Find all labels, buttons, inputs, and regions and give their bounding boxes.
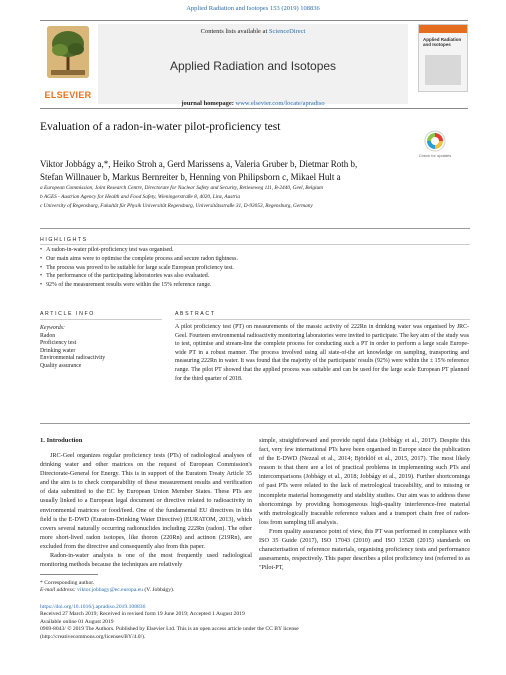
authors-line-2[interactable]: Stefan Willnauer b, Markus Bernreiter b, Henning von Philipsborn c, Mikael Hult a [40,171,341,182]
affiliation-c: c University of Regensburg, Fakultät für Physik Universität Regensburg, Universitätsstraße 31, D-93053, Regensburg, Germany [40,203,313,209]
cover-art [425,55,461,85]
divider [175,319,470,320]
email-link[interactable]: viktor.jobbagy@ec.europa.eu [77,587,143,594]
check-for-updates-icon[interactable] [424,130,446,152]
body-column-left [40,451,252,569]
article-info-heading: ARTICLE INFO [40,311,95,317]
check-for-updates-label[interactable]: Check for updates [418,153,452,158]
keyword-item: Environmental radioactivity [40,355,106,362]
highlight-item: • Our main aims were to optimise the complete process and secure radon tightness. [40,255,470,264]
highlights-list [40,246,470,290]
license-url[interactable]: (http://creativecommons.org/licenses/BY/4.0/). [40,633,146,640]
cover-title: Applied Radiation and Isotopes [423,37,462,47]
divider [40,319,162,320]
corresponding-author-note: * Corresponding author. [40,580,95,586]
divider [40,228,470,229]
keyword-item: Proficiency test [40,340,77,347]
footnote [40,580,250,595]
keyword-item: Drinking water [40,347,76,354]
abstract-heading: ABSTRACT [175,311,216,317]
highlight-item: • The performance of the participating laboratories was also evaluated. [40,272,470,281]
article-metadata [40,604,470,641]
author-list [40,158,410,183]
email-line [40,587,250,594]
keywords-label: Keywords: [40,325,65,331]
contents-line [98,28,408,35]
journal-citation[interactable]: Applied Radiation and Isotopes 153 (2019) 108836 [186,5,320,12]
homepage-prefix: journal homepage: [181,100,236,107]
elsevier-wordmark: ELSEVIER [44,90,92,100]
body-column-right [259,436,470,572]
email-name: (V. Jobbágy). [142,587,175,594]
body-paragraph: JRC-Geel organizes regular proficiency tests (PTs) of radiological analyses of drinking water and other matrices on the request of European Commission's Directorate-General for Energy. This is in support of the Euratom Treaty Article 35 and the aim is to check comparability of these measurement results and verification of data submitted to the EC by European Union Member States. These PTs are usually linked to a European legal document or directive related to radioactivity in environmental matrices or food/feed. One of the fundamental EU directives in this field is the E-DWD (Euratom-Drinking Water Directive) (EURATOM, 2013), which covers several naturally occurring radionuclides including 222Rn (radon). The other more short-lived radon isotopes, like thoron (220Rn) and actinon (219Rn), are excluded from the directive and consequently also from this paper. [40,452,252,550]
keywords-list [40,333,105,370]
affiliation-b: b AGES - Austrian Agency for Health and Food Safety, Wieningerstraße 8, 4020, Linz, Austria [40,194,240,200]
footnote-divider [40,574,98,575]
body-paragraph: simple, straightforward and provide rapid data (Jobbágy et al., 2017). Despite this fact, very few international PTs have been organised in Europe since the publication of the E-DWD (Nezzal et al., 2014; Björklöf et al., 2015, 2017). The most likely reason is that there are a lot of practical problems in implementing such PTs and intercomparisons (Jobbágy et al., 2018; Jobbágy et al., 2019). Further shortcomings of past PTs were related to the lack of metrological traceability, and to missing or incomplete material homogeneity and stability studies. Our aim was to address these shortcomings by providing homogeneous high-quality interference-free material with metrologically traceable reference values and a transport chain free of radon-loss from sampling till analysis. [259,437,470,526]
highlight-item: • The process was proved to be suitable for large scale European proficiency test. [40,264,470,273]
keyword-item: Radon [40,333,56,339]
highlights-heading: HIGHLIGHTS [40,237,88,243]
highlight-item: • A radon-in-water pilot-proficiency test was organised. [40,246,470,255]
doi-link[interactable]: https://doi.org/10.1016/j.apradiso.2019.108836 [40,604,146,610]
sciencedirect-link[interactable]: ScienceDirect [268,28,306,35]
authors-line-1[interactable]: Viktor Jobbágy a,*, Heiko Stroh a, Gerd Marissens a, Valeria Gruber b, Dietmar Roth b, [40,159,358,169]
homepage-link[interactable]: www.elsevier.com/locate/apradiso [235,100,325,107]
article-title: Evaluation of a radon-in-water pilot-proficiency test [40,121,281,133]
divider [40,244,470,245]
section-heading-introduction: 1. Introduction [40,437,83,444]
journal-cover-thumbnail[interactable] [418,24,468,92]
copyright-license: 0969-8043/ © 2019 The Authors. Published by Elsevier Ltd. This is an open access article under the CC BY license [40,626,299,633]
journal-banner [98,24,408,107]
contents-prefix: Contents lists available at [200,28,269,35]
abstract-text: A pilot proficiency test (PT) on measurements of the massic activity of 222Rn in drinking water was organised by JRC-Geel. Fourteen environmental radioactivity monitoring laboratories were invited to participate. The key aim of the study was to test, optimise and stream-line the complete process for conducting such a PT in order to perform a large scale Europe-wide PT in a robust manner. The process involved using all state-of-the art knowledge on sampling, transporting and measuring 222Rn in water. It was found that the majority of the participants' results (92%) were within the ± 15% reference range. The pilot PT showed that the applied process was suitable and can be used for the large scale European PT planned for the third quarter of 2018. [175,324,470,382]
email-label: E-mail address: [40,587,78,594]
keyword-item: Quality assurance [40,362,82,369]
body-paragraph: From quality assurance point of view, this PT was performed in compliance with ISO 35 Guide (2017), ISO 17043 (2010) and ISO 13528 (2015) standards on characterisation of reference materials, organising proficiency tests and performance assessments, respectively. This paper describes a pilot proficiency test (referred to as "Pilot-PT, [259,527,470,572]
affiliations [40,184,460,211]
journal-name: Applied Radiation and Isotopes [169,59,337,73]
elsevier-tree-icon [47,26,89,78]
highlight-item: • 92% of the measurement results were within the 15% reference range. [40,281,470,290]
divider [40,423,470,424]
received-dates: Received 27 March 2019; Received in revised form 19 June 2019; Accepted 1 August 2019 [40,611,245,618]
affiliation-a: a European Commission, Joint Research Centre, Directorate for Nuclear Safety and Security, Retieseweg 111, B-2440, Geel, Belgium [40,185,323,191]
elsevier-logo[interactable] [41,24,95,102]
available-online: Available online 01 August 2019 [40,618,114,625]
body-paragraph: Radon-in-water analysis is one of the most frequently used radiological monitoring methods because the techniques are relatively [40,552,252,569]
homepage-line [98,100,408,107]
cover-band [419,25,467,33]
